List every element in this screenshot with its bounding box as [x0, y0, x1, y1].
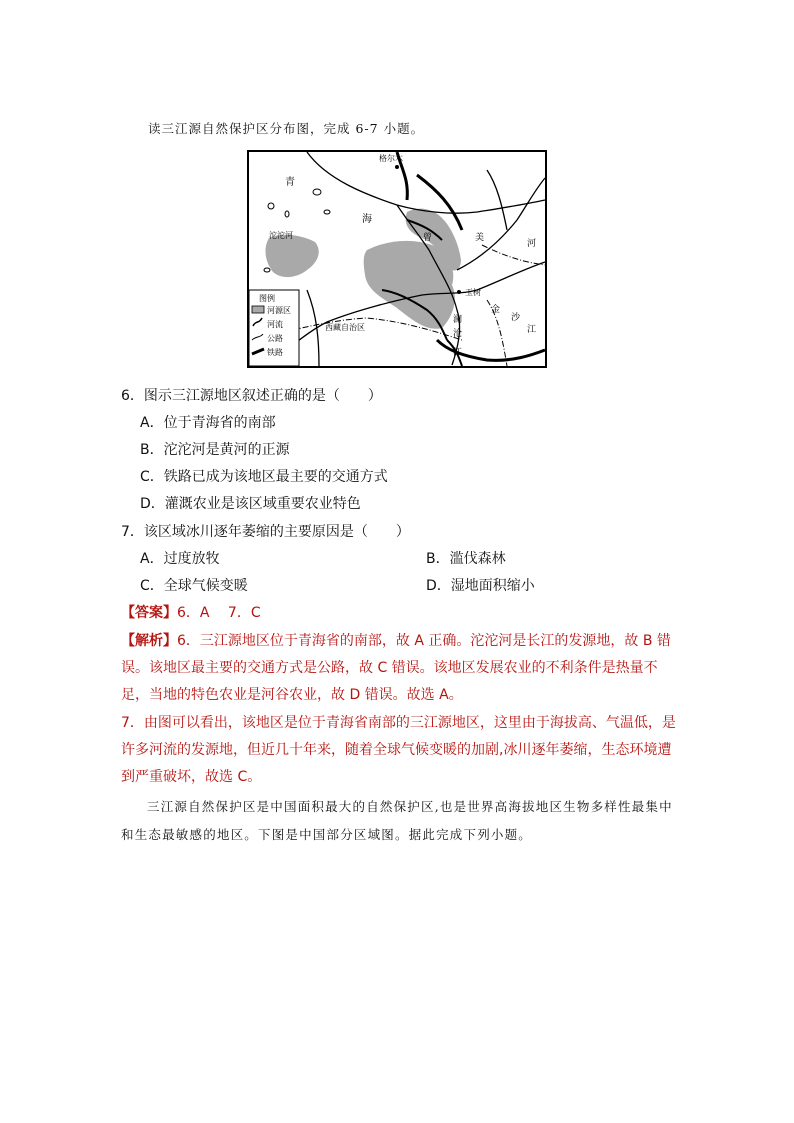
answer-tag: 【答案】: [121, 605, 177, 621]
analysis-q6-text: 6．三江源地区位于青海省的南部，故 A 正确。沱沱河是长江的发源地，故 B 错误。该地区最主要的交通方式是公路，故 C 错误。该地区发展农业的不利条件是热量不足，当地的特色农业是河谷农业，故 D 错误。故选 A。: [121, 633, 671, 703]
map-label-tuotuohe: 沱沱河: [269, 231, 293, 240]
map-label-jiang2: 江: [453, 348, 463, 358]
question-7-stem: 7．该区域冰川逐年萎缩的主要原因是（ ）: [121, 524, 410, 540]
legend-source-swatch: [252, 306, 264, 313]
map-label-mei: 美: [475, 233, 485, 243]
map-label-he: 河: [527, 239, 537, 249]
q7-option-d: D．湿地面积缩小: [426, 578, 535, 594]
q7-option-a: A．过度放牧: [140, 551, 220, 567]
analysis-q7: [121, 710, 681, 791]
legend-item-source: 河源区: [267, 306, 291, 315]
map-label-qing: 青: [285, 177, 295, 188]
next-section-text: 三江源自然保护区是中国面积最大的自然保护区,也是世界高海拔地区生物多样性最集中和生态最敏感的地区。下图是中国部分区域图。据此完成下列小题。: [121, 799, 673, 842]
map-label-xizang: 西藏自治区: [325, 323, 365, 332]
intro-text: 读三江源自然保护区分布图，完成 6-7 小题。: [148, 121, 425, 136]
map-label-lan: 澜: [453, 315, 463, 325]
map-label-zeng: 曾: [423, 233, 433, 243]
map-label-cang: 沧: [453, 329, 463, 339]
q6-option-c: C．铁路已成为该地区最主要的交通方式: [140, 469, 388, 485]
question-6-stem: 6．图示三江源地区叙述正确的是（ ）: [121, 388, 382, 404]
q6-option-b: B．沱沱河是黄河的正源: [140, 442, 290, 458]
analysis-q6: [121, 628, 681, 709]
q7-option-b: B．滥伐森林: [426, 551, 506, 567]
next-section-intro: [121, 793, 681, 849]
q6-option-d: D．灌溉农业是该区域重要农业特色: [140, 496, 361, 512]
sanjiangyuan-map: [247, 150, 547, 368]
legend-item-railway: 铁路: [267, 348, 283, 357]
map-label-yushu: 玉树: [465, 288, 481, 297]
map-legend: [249, 290, 299, 366]
legend-title: 图例: [259, 294, 275, 303]
map-label-jiang: 江: [527, 325, 537, 335]
legend-item-highway: 公路: [267, 334, 283, 343]
legend-item-river: 河流: [267, 320, 283, 329]
map-label-sha: 沙: [511, 313, 521, 323]
q7-option-c: C．全球气候变暖: [140, 578, 248, 594]
q6-option-a: A．位于青海省的南部: [140, 415, 276, 431]
analysis-tag: 【解析】: [121, 633, 177, 649]
analysis-q7-text: 7．由图可以看出，该地区是位于青海省南部的三江源地区，这里由于海拔高、气温低，是许多河流的发源地，但近几十年来，随着全球气候变暖的加剧,冰川逐年萎缩，生态环境遭到严重破坏，故选 C。: [121, 715, 676, 785]
map-label-geermu: 格尔木: [379, 154, 403, 163]
answer-text: 6．A 7．C: [177, 605, 261, 621]
answer-line: [121, 600, 681, 627]
map-label-jin: 金: [491, 305, 501, 315]
map-label-hai: 海: [362, 214, 372, 225]
